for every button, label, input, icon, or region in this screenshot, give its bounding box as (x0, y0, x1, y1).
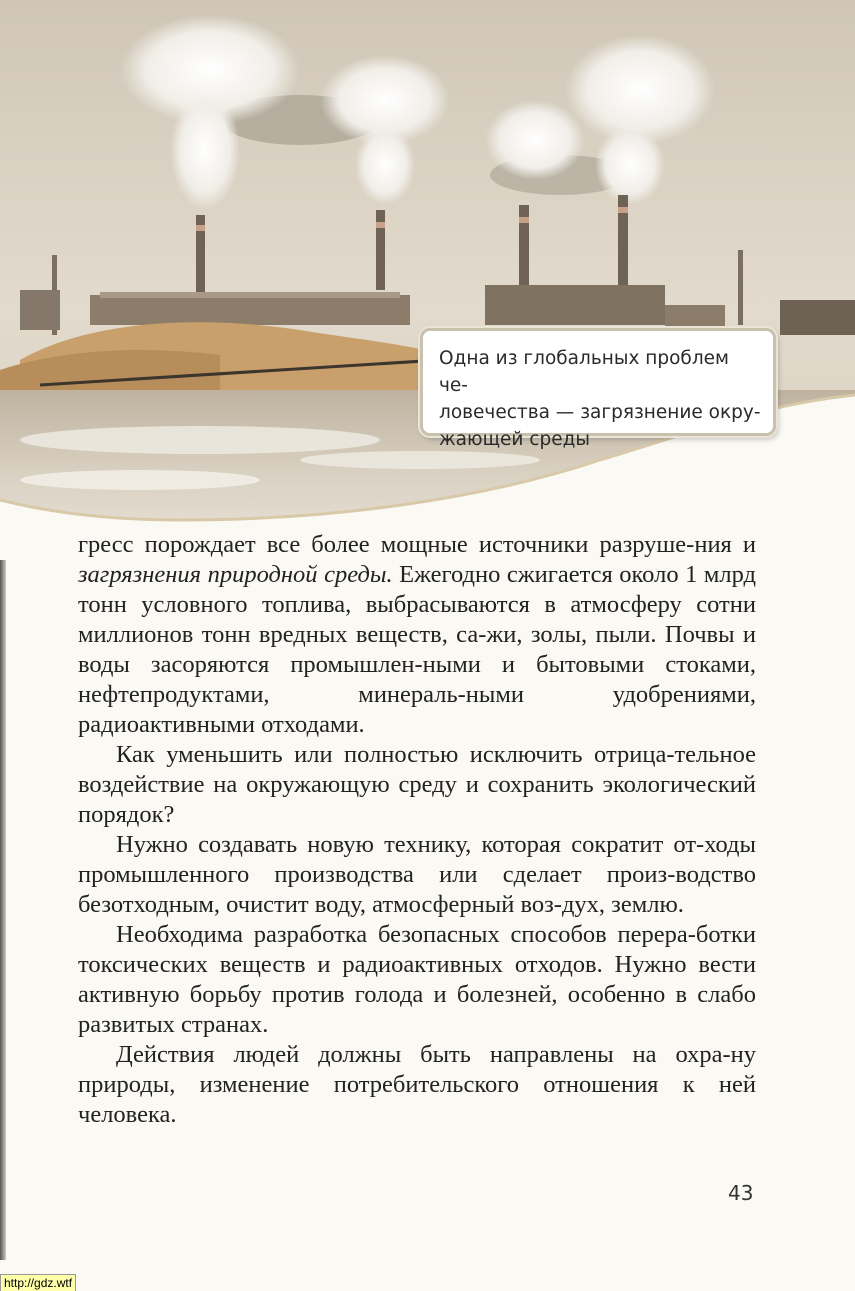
caption-line-1: Одна из глобальных проблем че- (439, 348, 730, 396)
caption-line-2: ловечества — загрязнение окру- (439, 402, 761, 423)
caption-line-3: жающей среды (439, 429, 590, 450)
main-text (78, 530, 756, 1130)
paragraph-1 (78, 530, 756, 740)
paragraph-3: Нужно создавать новую технику, которая сократит от-ходы промышленного производства или сделает произ-водство безотходным, очистит воду, атмосферный воз-дух, землю. (78, 831, 756, 918)
page-number: 43 (728, 1181, 754, 1205)
page-gutter-shadow (0, 560, 6, 1260)
paragraph-1-start: гресс порождает все более мощные источники разруше-ния и (78, 531, 756, 558)
paragraph-4: Необходима разработка безопасных способов перера-ботки токсических веществ и радиоактивных отходов. Нужно вести активную борьбу против голода и болезней, особенно в слабо развитых странах. (78, 921, 756, 1038)
watermark-link[interactable]: http://gdz.wtf (0, 1274, 76, 1291)
emphasis-term: загрязнения природной среды. (78, 561, 393, 588)
photo-caption (420, 328, 776, 450)
paragraph-5: Действия людей должны быть направлены на охра-ну природы, изменение потребительского отношения к ней человека. (78, 1041, 756, 1128)
paragraph-2: Как уменьшить или полностью исключить отрица-тельное воздействие на окружающую среду и сохранить экологический порядок? (78, 741, 756, 828)
power-plant-photo (0, 0, 855, 560)
paragraph-1-end: Ежегодно сжигается около 1 млрд тонн условного топлива, выбрасываются в атмосферу сотни миллионов тонн вредных веществ, са-жи, золы, пыли. Почвы и воды засоряются промышлен-ными и бытовыми стоками, нефтепродуктами, минераль-ными удобрениями, радиоактивными отходами. (78, 561, 756, 738)
